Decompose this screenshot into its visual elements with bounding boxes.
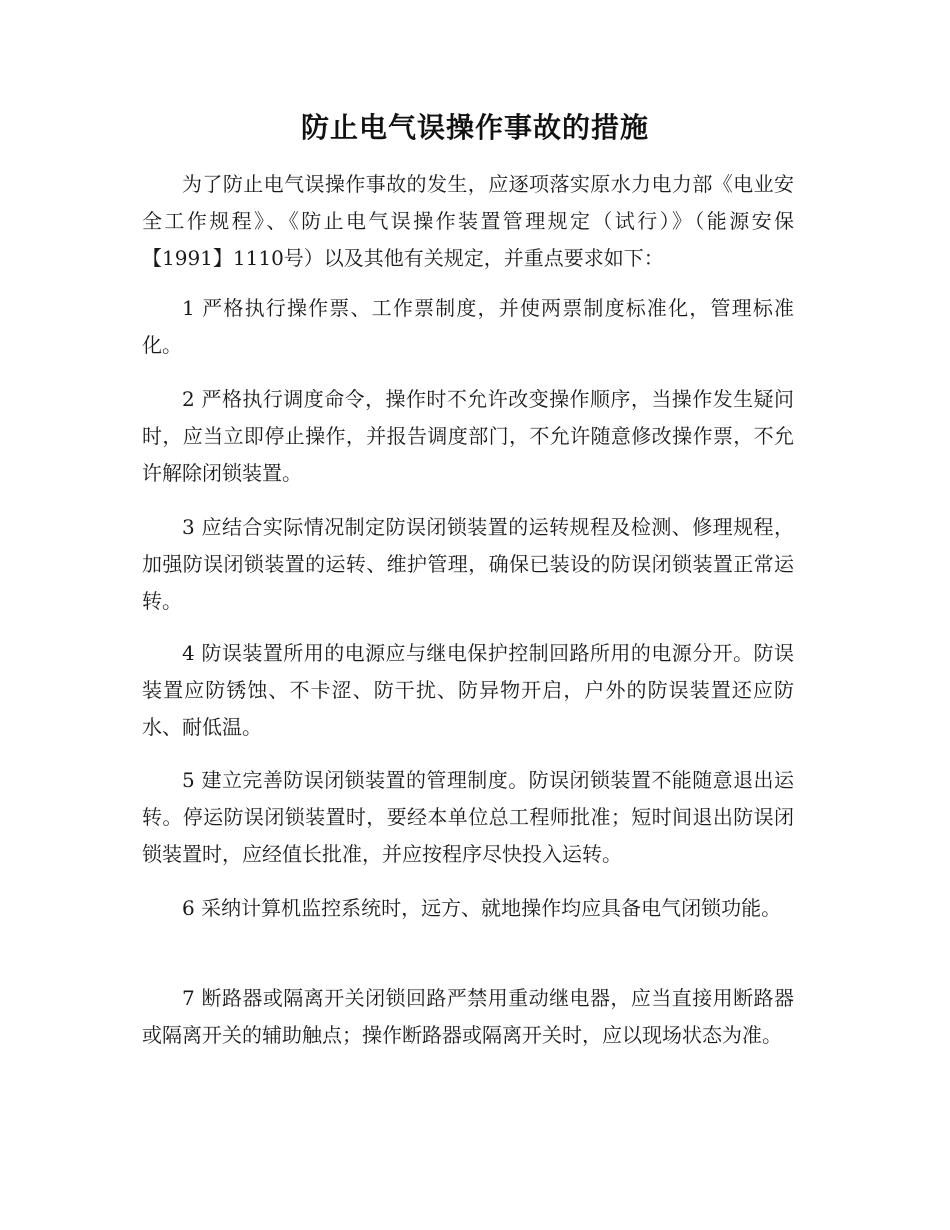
paragraph-item-5: 5 建立完善防误闭锁装置的管理制度。防误闭锁装置不能随意退出运转。停运防误闭锁装置时，要经本单位总工程师批准；短时间退出防误闭锁装置时，应经值长批准，并应按程序尽快投入运转。 [142, 768, 794, 866]
paragraph-item-1: 1 严格执行操作票、工作票制度，并使两票制度标准化，管理标准化。 [142, 296, 794, 357]
paragraph-item-3: 3 应结合实际情况制定防误闭锁装置的运转规程及检测、修理规程，加强防误闭锁装置的运转、维护管理，确保已装设的防误闭锁装置正常运转。 [142, 515, 794, 613]
paragraph-item-7: 7 断路器或隔离开关闭锁回路严禁用重动继电器，应当直接用断路器或隔离开关的辅助触点；操作断路器或隔离开关时，应以现场状态为准。 [142, 986, 794, 1047]
paragraph-item-4: 4 防误装置所用的电源应与继电保护控制回路所用的电源分开。防误装置应防锈蚀、不卡涩、防干扰、防异物开启，户外的防误装置还应防水、耐低温。 [142, 641, 794, 739]
paragraph-item-6: 6 采纳计算机监控系统时，远方、就地操作均应具备电气闭锁功能。 [182, 896, 782, 920]
intro-paragraph: 为了防止电气误操作事故的发生，应逐项落实原水力电力部《电业安全工作规程》、《防止电气误操作装置管理规定（试行）》（能源安保【1991】1110号）以及其他有关规定，并重点要求如下： [142, 172, 794, 270]
document-title: 防止电气误操作事故的措施 [300, 111, 649, 144]
paragraph-item-2: 2 严格执行调度命令，操作时不允许改变操作顺序，当操作发生疑问时，应当立即停止操作，并报告调度部门，不允许随意修改操作票，不允许解除闭锁装置。 [142, 387, 794, 485]
